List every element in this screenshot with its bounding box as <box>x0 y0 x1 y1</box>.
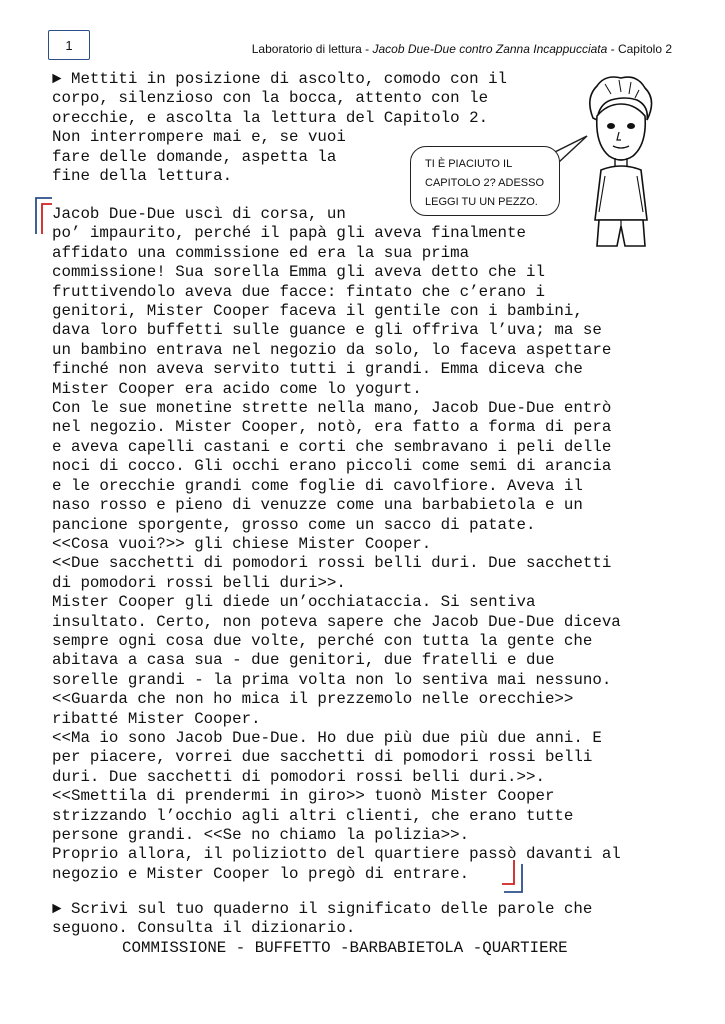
bubble-line-1: TI È PIACIUTO IL <box>425 158 513 170</box>
intro-text: Mettiti in posizione di ascolto, comodo con il corpo, silenzioso con la bocca, attento con le orecchie, e ascolta la lettura del Capitolo 2. Non interrompere mai e, se vuoi fare delle domande, aspetta la fine della lettura. <box>52 70 508 186</box>
vocabulary-words: COMMISSIONE - BUFFETTO -BARBABIETOLA -QUARTIERE <box>122 939 568 957</box>
page-header <box>240 42 672 56</box>
bullet-arrow-icon: ► <box>52 70 62 88</box>
book-title: Jacob Due-Due contro Zanna Incappucciata <box>372 42 608 56</box>
end-bracket-mark <box>500 858 526 898</box>
start-bracket-mark <box>34 196 54 236</box>
header-prefix: Laboratorio di lettura - <box>251 42 373 56</box>
task-text: Scrivi sul tuo quaderno il significato delle parole che seguono. Consulta il dizionario. <box>52 900 593 938</box>
header-suffix: - Capitolo 2 <box>607 42 672 56</box>
story-text: Jacob Due-Due uscì di corsa, un po’ impaurito, perché il papà gli aveva finalmente affidato una commissione ed era la sua prima commissione! Sua sorella Emma gli aveva detto che il fruttivendolo aveva due facce: fintato che c’erano i genitori, Mister Cooper faceva il gentile con i bambini, dava loro buffetti sulle guance e gli offriva l’uva; ma se un bambino entrava nel negozio da solo, lo faceva aspettare finché non aveva servito tutti i grandi. Emma diceva che Mister Cooper era acido come lo yogurt. Con le sue monetine strette nella mano, Jacob Due-Due entrò nel negozio. Mister Cooper, notò, era fatto a forma di pera e aveva capelli castani e corti che sembravano i peli delle noci di cocco. Gli occhi erano piccoli come semi di arancia e le orecchie grandi come foglie di cavolfiore. Aveva il naso rosso e pieno di venuzze come una barbabietola e un pancione sporgente, grosso come un sacco di patate. <<Cosa vuoi?>> gli chiese Mister Cooper. <<Due sacchetti di pomodori rossi belli duri. Due sacchetti di pomodori rossi belli duri>>. Mister Cooper gli diede un’occhiataccia. Si sentiva insultato. Certo, non poteva sapere che Jacob Due-Due diceva sempre ogni cosa due volte, perché con tutta la gente che abitava a casa sua - due genitori, due fratelli e due sorelle grandi - la prima volta non lo sentiva mai nessuno. <<Guarda che non ho mica il prezzemolo nelle orecchie>> ribatté Mister Cooper. <<Ma io sono Jacob Due-Due. Ho due più due più due anni. E per piacere, vorrei due sacchetti di pomodori rossi belli duri. Due sacchetti di pomodori rossi belli duri.>>. <<Smettila di prendermi in giro>> tuonò Mister Cooper strizzando l’occhio agli altri clienti, che erano tutte persone grandi. <<Se no chiamo la polizia>>. Proprio allora, il poliziotto del quartiere passò davanti al negozio e Mister Cooper lo pregò di entrare. <box>52 205 621 883</box>
page-number: 1 <box>48 30 90 60</box>
bubble-line-2: CAPITOLO 2? ADESSO <box>425 177 545 189</box>
bubble-line-3: LEGGI TU UN PEZZO. <box>425 196 538 208</box>
task-instructions <box>52 900 592 939</box>
bullet-arrow-icon: ► <box>52 900 62 918</box>
